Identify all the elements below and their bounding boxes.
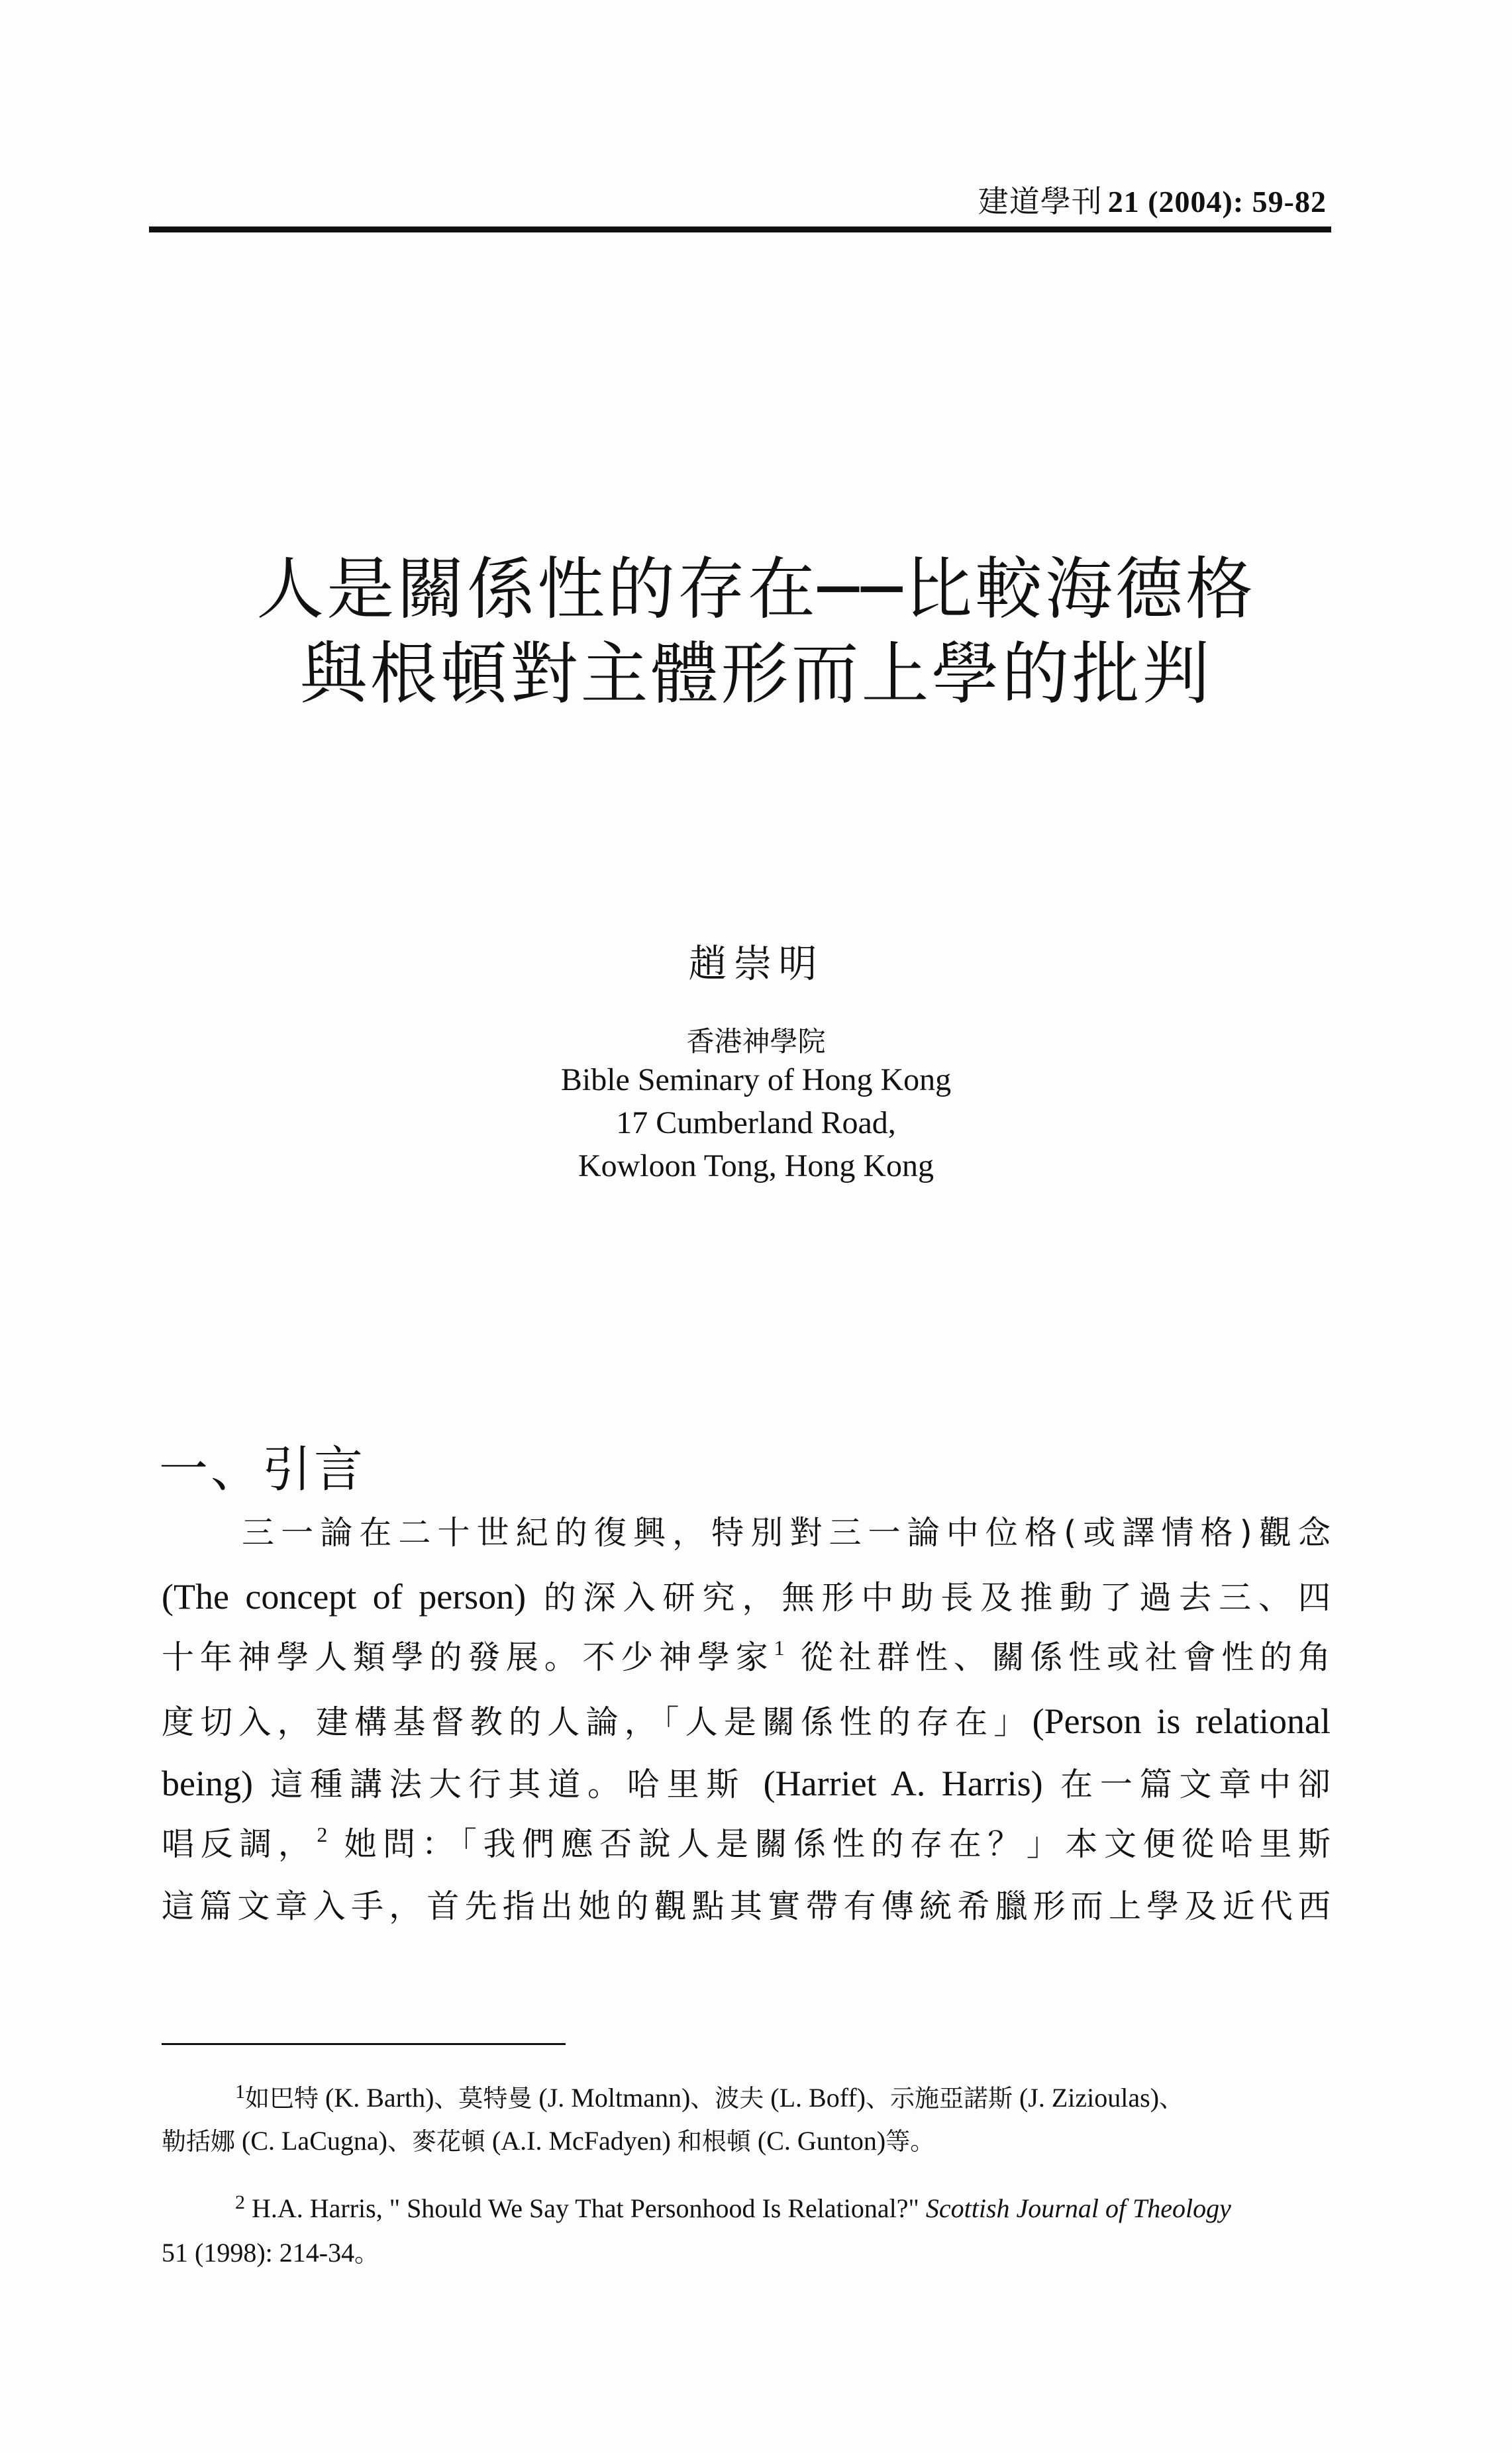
footnote-ref-1[interactable]: 1 xyxy=(774,1636,785,1660)
footnote-text: 如巴特 xyxy=(245,2084,319,2113)
footnote-text: (J. Moltmann) xyxy=(532,2083,691,2113)
footnote-text: (J. Zizioulas) xyxy=(1012,2083,1160,2113)
address-line-1: 17 Cumberland Road, xyxy=(616,1105,896,1140)
body-text: 度切入，建構基督教的人論，「人是關係性的存在」 xyxy=(162,1703,1033,1741)
footnote-2-line-1 xyxy=(235,2191,1331,2223)
footnote-1-line-2 xyxy=(162,2128,1331,2154)
footnote-2-line-2 xyxy=(162,2240,1331,2266)
footnote-1-line-1 xyxy=(235,2081,1331,2113)
body-text: 三一論在二十世紀的復興，特別對三一論中位格(或譯情格)觀念 xyxy=(242,1514,1331,1552)
footnote-text: 、 xyxy=(1159,2084,1184,2113)
footnote-text: (K. Barth) xyxy=(319,2083,434,2113)
running-header xyxy=(978,177,1327,221)
footnote-ref-2[interactable]: 2 xyxy=(317,1823,328,1846)
body-line-2 xyxy=(162,1579,1331,1615)
journal-name: 建道學刊 xyxy=(978,183,1103,219)
body-text: (The concept of person) xyxy=(162,1577,527,1617)
affiliation-english: Bible Seminary of Hong Kong xyxy=(560,1062,952,1097)
body-line-4 xyxy=(162,1703,1331,1739)
body-line-5 xyxy=(162,1766,1331,1801)
footnote-2-mark: 2 xyxy=(235,2191,245,2213)
footnote-text: 、麥花頓 xyxy=(387,2127,485,2156)
body-line-7 xyxy=(162,1887,1331,1925)
footnote-text: (A.I. McFadyen) xyxy=(485,2126,678,2156)
footnote-text: 和根頓 xyxy=(677,2127,751,2156)
footnote-text: 、波夫 xyxy=(690,2084,764,2113)
body-text: 從社群性、關係性或社會性的角 xyxy=(784,1638,1331,1676)
body-text: 唱反調， xyxy=(162,1825,317,1863)
footnote-1-mark: 1 xyxy=(235,2081,245,2103)
footnote-text: 、示施亞諾斯 xyxy=(865,2084,1013,2113)
footnote-text: (L. Boff) xyxy=(764,2083,866,2113)
footnote-text: 勒括娜 xyxy=(162,2127,235,2156)
body-text: 這種講法大行其道。哈里斯 xyxy=(252,1766,764,1803)
footnote-text: (C. LaCugna) xyxy=(235,2126,387,2156)
footnote-text: (C. Gunton) xyxy=(750,2126,886,2156)
footnote-text: H.A. Harris, " Should We Say That Personhood Is Relational?" xyxy=(245,2193,926,2223)
footnote-rule xyxy=(162,2043,566,2045)
author-name: 趙崇明 xyxy=(688,941,824,986)
section-heading: 一、引言 xyxy=(159,1441,366,1498)
body-line-1 xyxy=(242,1514,1331,1552)
body-text: being) xyxy=(162,1764,253,1803)
footnote-text: 。 xyxy=(354,2239,379,2268)
body-text: 她問：「我們應否說人是關係性的存在？」本文便從哈里斯 xyxy=(327,1825,1331,1863)
body-text: 十年神學人類學的發展。不少神學家 xyxy=(162,1638,774,1676)
footnote-text: 、莫特曼 xyxy=(434,2084,532,2113)
body-text: 這篇文章入手，首先指出她的觀點其實帶有傳統希臘形而上學及近代西 xyxy=(162,1887,1331,1925)
body-text: (Harriet A. Harris) xyxy=(763,1764,1043,1803)
body-line-6 xyxy=(162,1823,1331,1863)
body-text: 的深入研究，無形中助長及推動了過去三、四 xyxy=(526,1579,1331,1617)
article-title-line-1: 人是關係性的存在──比較海德格 xyxy=(256,550,1256,629)
affiliation-chinese: 香港神學院 xyxy=(686,1025,826,1058)
body-text: 在一篇文章中卻 xyxy=(1042,1766,1331,1803)
journal-citation: 21 (2004): 59-82 xyxy=(1107,185,1327,219)
address-line-2: Kowloon Tong, Hong Kong xyxy=(578,1148,934,1183)
footnote-text: 51 (1998): 214-34 xyxy=(162,2238,355,2268)
body-text: (Person is relational xyxy=(1032,1701,1331,1741)
header-rule xyxy=(149,226,1331,232)
article-title-line-2: 與根頓對主體形而上學的批判 xyxy=(299,635,1213,714)
footnote-text: 等。 xyxy=(885,2127,935,2156)
body-line-3 xyxy=(162,1636,1331,1676)
journal-title: Scottish Journal of Theology xyxy=(925,2193,1231,2223)
